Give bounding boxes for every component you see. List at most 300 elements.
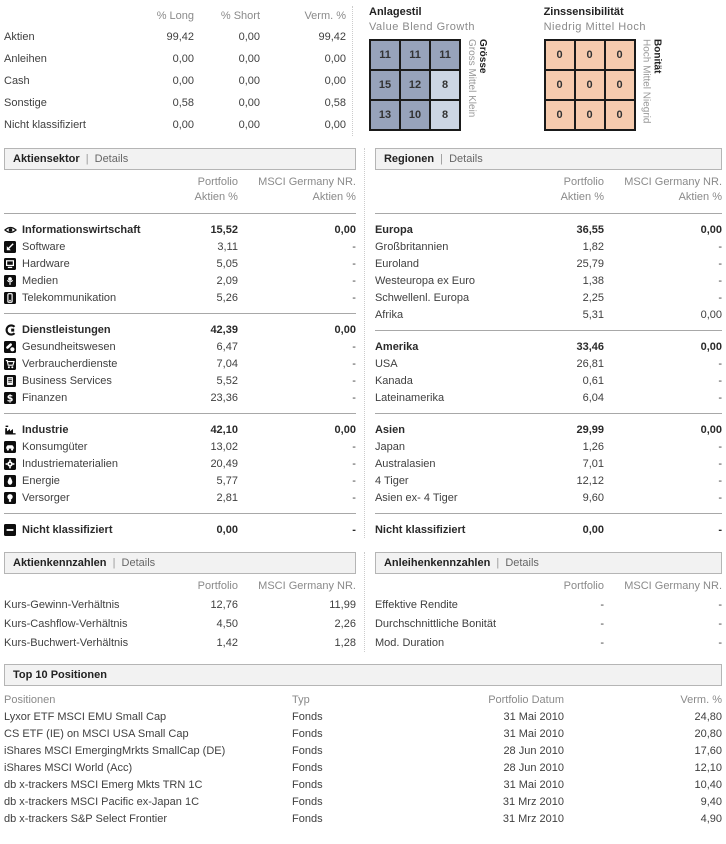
col-long: % Long <box>156 10 195 22</box>
region-details-link[interactable]: Details <box>449 153 483 165</box>
top-positions-title: Top 10 Positionen <box>13 669 107 681</box>
stat-label: Durchschnittliche Bonität <box>374 617 497 630</box>
stat-label: Kurs-Buchwert-Verhältnis <box>4 636 129 649</box>
information-icon <box>4 224 17 236</box>
row-label: Gesundheitswesen <box>22 340 116 353</box>
benchmark-value: 0,00 <box>700 308 722 321</box>
table-row <box>375 272 722 289</box>
grid-cell: 13 <box>371 101 399 129</box>
equity-stats-header <box>4 552 356 574</box>
region-section <box>364 148 722 538</box>
col-portfolio: Portfolio <box>563 176 604 188</box>
col-benchmark: MSCI Germany NR. <box>624 176 722 188</box>
style-box-col-labels: Value Blend Growth <box>369 21 476 33</box>
row-label: Großbritannien <box>374 240 449 253</box>
portfolio-value: - <box>600 617 604 630</box>
not-classified-icon <box>4 524 17 536</box>
software-icon <box>4 241 17 253</box>
sector-section-header <box>4 148 356 170</box>
row-label: Lateinamerika <box>374 391 445 404</box>
position-type: Fonds <box>292 744 323 757</box>
portfolio-value: 4,50 <box>216 617 238 630</box>
short-value: 0,00 <box>238 53 261 65</box>
row-label: Energie <box>22 474 60 487</box>
benchmark-value: 0,00 <box>700 423 722 436</box>
divider: | <box>440 153 444 165</box>
position-row <box>4 810 722 827</box>
row-label: Software <box>22 240 66 253</box>
portfolio-value: 23,36 <box>210 391 238 404</box>
benchmark-value: - <box>718 240 722 253</box>
position-verm: 12,10 <box>694 761 722 774</box>
portfolio-value: 0,61 <box>582 374 604 387</box>
asset-row <box>4 48 346 70</box>
position-row <box>4 793 722 810</box>
position-row <box>4 776 722 793</box>
grid-cell: 12 <box>401 71 429 99</box>
region-section-header <box>375 148 722 170</box>
row-label: Schwellenl. Europa <box>374 291 470 304</box>
top-row <box>4 6 722 136</box>
svg-text:$: $ <box>6 392 14 404</box>
portfolio-value: 2,09 <box>216 274 238 287</box>
table-row <box>375 289 722 306</box>
benchmark-value: - <box>352 291 356 304</box>
grid-cell: 0 <box>576 41 604 69</box>
divider: | <box>112 557 116 569</box>
stats-row <box>4 595 356 614</box>
stat-label: Kurs-Cashflow-Verhältnis <box>4 617 128 630</box>
asset-label: Anleihen <box>4 53 47 65</box>
asset-label: Nicht klassifiziert <box>4 119 86 131</box>
bond-box-title: Zinssensibilität <box>543 6 624 18</box>
col-date: Portfolio Datum <box>488 694 564 706</box>
portfolio-value: 1,38 <box>582 274 604 287</box>
services-icon <box>4 324 17 336</box>
col-short: % Short <box>220 10 261 22</box>
position-verm: 24,80 <box>694 710 722 723</box>
group-header-row <box>4 221 356 238</box>
telecom-icon <box>4 292 17 304</box>
col-benchmark-unit: Aktien % <box>312 191 356 203</box>
benchmark-value: - <box>718 391 722 404</box>
position-name: db x-trackers S&P Select Frontier <box>4 812 168 825</box>
benchmark-value: - <box>352 491 356 504</box>
benchmark-value: - <box>352 474 356 487</box>
financial-icon <box>4 392 17 404</box>
stats-row <box>375 633 722 652</box>
sector-details-link[interactable]: Details <box>94 153 129 165</box>
position-row <box>4 708 722 725</box>
position-name: Lyxor ETF MSCI EMU Small Cap <box>4 710 167 723</box>
table-row <box>375 355 722 372</box>
col-verm: Verm. % <box>680 694 722 706</box>
position-row <box>4 759 722 776</box>
verm-value: 0,00 <box>324 119 347 131</box>
style-box-grid <box>369 39 461 131</box>
consumer-services-icon <box>4 358 17 370</box>
position-row <box>4 725 722 742</box>
divider: | <box>496 557 500 569</box>
bond-stats-header <box>375 552 722 574</box>
grid-cell: 0 <box>606 41 634 69</box>
row-label: USA <box>374 357 398 370</box>
portfolio-value: 7,04 <box>216 357 238 370</box>
benchmark-value: - <box>718 274 722 287</box>
short-value: 0,00 <box>238 31 261 43</box>
position-date: 31 Mrz 2010 <box>502 795 564 808</box>
benchmark-value: - <box>718 523 722 536</box>
row-label: Medien <box>22 274 59 287</box>
row-label: Konsumgüter <box>22 440 88 453</box>
bond-box-grid <box>544 39 636 131</box>
table-row <box>4 289 356 306</box>
grid-cell: 15 <box>371 71 399 99</box>
grid-cell: 0 <box>576 71 604 99</box>
portfolio-value: 36,55 <box>576 223 604 236</box>
position-type: Fonds <box>292 812 323 825</box>
short-value: 0,00 <box>238 119 261 131</box>
verm-value: 0,00 <box>324 75 347 87</box>
portfolio-value: 26,81 <box>576 357 604 370</box>
footer-label: Nicht klassifiziert <box>374 523 466 536</box>
portfolio-value: 5,52 <box>216 374 238 387</box>
business-services-icon <box>4 375 17 387</box>
position-name: db x-trackers MSCI Emerg Mkts TRN 1C <box>4 778 203 791</box>
stats-row <box>375 595 722 614</box>
position-verm: 17,60 <box>694 744 722 757</box>
equity-stats-title: Aktienkennzahlen <box>13 557 107 569</box>
bond-box-col-labels: Niedrig Mittel Hoch <box>543 21 646 33</box>
bond-box-row-title: Bonität <box>651 39 663 74</box>
portfolio-value: 15,52 <box>210 223 238 236</box>
portfolio-value: 42,39 <box>210 323 238 336</box>
divider-line <box>375 213 722 214</box>
benchmark-value: - <box>718 491 722 504</box>
group-label: Informationswirtschaft <box>22 223 141 236</box>
group-header-row <box>4 321 356 338</box>
portfolio-value: 2,25 <box>582 291 604 304</box>
table-row <box>375 455 722 472</box>
portfolio-value: 20,49 <box>210 457 238 470</box>
long-value: 0,00 <box>172 119 195 131</box>
asset-row <box>4 26 346 48</box>
table-row <box>4 338 356 355</box>
top-positions-column-header <box>4 692 722 708</box>
benchmark-value: - <box>352 257 356 270</box>
consumer-goods-icon <box>4 441 17 453</box>
row-label: Versorger <box>22 491 70 504</box>
grid-cell: 8 <box>431 71 459 99</box>
short-value: 0,00 <box>238 75 261 87</box>
portfolio-value: 5,77 <box>216 474 238 487</box>
utilities-icon <box>4 492 17 504</box>
table-row <box>4 355 356 372</box>
portfolio-value: 7,01 <box>582 457 604 470</box>
bond-stats-details-link[interactable]: Details <box>505 557 539 569</box>
benchmark-value: - <box>718 598 722 611</box>
style-box-row-labels: Gross Mittel Klein <box>466 39 478 118</box>
short-value: 0,00 <box>238 97 261 109</box>
position-verm: 10,40 <box>694 778 722 791</box>
position-name: iShares MSCI World (Acc) <box>4 761 133 774</box>
asset-row <box>4 70 346 92</box>
stat-label: Kurs-Gewinn-Verhältnis <box>4 598 120 611</box>
grid-cell: 8 <box>431 101 459 129</box>
stats-row <box>4 614 356 633</box>
col-positions: Positionen <box>4 694 56 706</box>
position-type: Fonds <box>292 778 323 791</box>
healthcare-icon <box>4 341 17 353</box>
benchmark-value: 0,00 <box>334 223 356 236</box>
divider: | <box>85 153 89 165</box>
table-row <box>375 472 722 489</box>
benchmark-value: - <box>352 340 356 353</box>
stat-label: Mod. Duration <box>374 636 445 649</box>
grid-cell: 0 <box>576 101 604 129</box>
portfolio-value: 42,10 <box>210 423 238 436</box>
grid-cell: 0 <box>606 71 634 99</box>
benchmark-value: - <box>718 357 722 370</box>
row-label: Euroland <box>374 257 420 270</box>
row-label: Verbraucherdienste <box>22 357 118 370</box>
col-portfolio-unit: Aktien % <box>560 191 604 203</box>
position-date: 31 Mai 2010 <box>503 710 564 723</box>
row-label: Hardware <box>22 257 70 270</box>
table-row <box>375 372 722 389</box>
col-benchmark-unit: Aktien % <box>678 191 722 203</box>
stats-row <box>4 633 356 652</box>
row-label: Finanzen <box>22 391 68 404</box>
position-date: 31 Mai 2010 <box>503 727 564 740</box>
col-benchmark: MSCI Germany NR. <box>258 176 356 188</box>
manufacturing-icon <box>4 424 17 436</box>
portfolio-value: 1,26 <box>582 440 604 453</box>
table-row <box>375 489 722 506</box>
col-portfolio: Portfolio <box>563 580 604 592</box>
portfolio-value: 1,82 <box>582 240 604 253</box>
col-benchmark: MSCI Germany NR. <box>258 580 356 592</box>
group-label: Amerika <box>374 340 419 353</box>
table-row <box>375 238 722 255</box>
grid-cell: 11 <box>431 41 459 69</box>
table-row <box>4 238 356 255</box>
sector-section-title: Aktiensektor <box>13 153 80 165</box>
table-row <box>375 438 722 455</box>
table-row <box>4 455 356 472</box>
portfolio-value: 1,42 <box>216 636 238 649</box>
asset-allocation-header <box>4 6 346 26</box>
long-value: 0,58 <box>172 97 195 109</box>
grid-cell: 0 <box>546 71 574 99</box>
portfolio-value: 6,47 <box>216 340 238 353</box>
table-row <box>375 306 722 323</box>
row-label: Japan <box>374 440 405 453</box>
benchmark-value: - <box>718 257 722 270</box>
hardware-icon <box>4 258 17 270</box>
benchmark-value: - <box>352 457 356 470</box>
benchmark-value: - <box>718 617 722 630</box>
energy-icon <box>4 475 17 487</box>
asset-label: Aktien <box>4 31 35 43</box>
long-value: 99,42 <box>166 31 195 43</box>
grid-cell: 0 <box>546 101 574 129</box>
row-label: Westeuropa ex Euro <box>374 274 476 287</box>
portfolio-value: 5,26 <box>216 291 238 304</box>
position-verm: 20,80 <box>694 727 722 740</box>
portfolio-value: 29,99 <box>576 423 604 436</box>
portfolio-value: 5,05 <box>216 257 238 270</box>
col-portfolio-unit: Aktien % <box>194 191 238 203</box>
group-label: Asien <box>374 423 405 436</box>
group-label: Dienstleistungen <box>22 323 111 336</box>
row-label: Business Services <box>22 374 112 387</box>
row-label: Asien ex- 4 Tiger <box>374 491 458 504</box>
benchmark-value: - <box>352 523 356 536</box>
col-benchmark: MSCI Germany NR. <box>624 580 722 592</box>
portfolio-value: 0,00 <box>582 523 604 536</box>
col-portfolio: Portfolio <box>197 580 238 592</box>
group-header-row <box>4 421 356 438</box>
position-verm: 9,40 <box>700 795 722 808</box>
benchmark-value: - <box>718 291 722 304</box>
position-verm: 4,90 <box>700 812 722 825</box>
portfolio-value: 0,00 <box>216 523 238 536</box>
position-type: Fonds <box>292 727 323 740</box>
grid-cell: 10 <box>401 101 429 129</box>
divider-line <box>375 513 722 514</box>
long-value: 0,00 <box>172 75 195 87</box>
media-icon <box>4 275 17 287</box>
row-label: Telekommunikation <box>22 291 117 304</box>
stats-row <box>375 614 722 633</box>
portfolio-value: 2,81 <box>216 491 238 504</box>
equity-sector-section <box>4 148 356 538</box>
divider-line <box>375 413 722 414</box>
long-value: 0,00 <box>172 53 195 65</box>
asset-label: Sonstige <box>4 97 47 109</box>
benchmark-value: 1,28 <box>334 636 356 649</box>
row-label: Kanada <box>374 374 413 387</box>
style-box-title: Anlagestil <box>369 6 422 18</box>
verm-value: 0,00 <box>324 53 347 65</box>
position-type: Fonds <box>292 761 323 774</box>
grid-cell: 0 <box>606 101 634 129</box>
asset-label: Cash <box>4 75 30 87</box>
table-row <box>4 389 356 406</box>
col-verm: Verm. % <box>304 10 347 22</box>
table-row <box>4 272 356 289</box>
stat-label: Effektive Rendite <box>374 598 458 611</box>
asset-allocation-table <box>4 6 353 136</box>
benchmark-value: - <box>718 440 722 453</box>
group-header-row <box>375 421 722 438</box>
portfolio-value: 5,31 <box>582 308 604 321</box>
group-label: Europa <box>374 223 413 236</box>
bond-style-box <box>544 6 722 136</box>
portfolio-value: 12,12 <box>576 474 604 487</box>
row-label: Industriematerialien <box>22 457 118 470</box>
portfolio-value: - <box>600 598 604 611</box>
divider-line <box>375 330 722 331</box>
col-type: Typ <box>292 694 310 706</box>
footer-row <box>375 521 722 538</box>
table-row <box>375 389 722 406</box>
equity-stats-section <box>4 552 356 652</box>
position-row <box>4 742 722 759</box>
benchmark-value: - <box>718 474 722 487</box>
table-row <box>4 489 356 506</box>
equity-stats-details-link[interactable]: Details <box>121 557 156 569</box>
position-name: iShares MSCI EmergingMrkts SmallCap (DE) <box>4 744 226 757</box>
table-row <box>4 472 356 489</box>
benchmark-value: 0,00 <box>700 340 722 353</box>
table-row <box>4 438 356 455</box>
industrial-materials-icon <box>4 458 17 470</box>
footer-label: Nicht klassifiziert <box>22 523 113 536</box>
style-box-row-title: Grösse <box>477 39 489 74</box>
benchmark-value: - <box>352 391 356 404</box>
group-header-row <box>375 221 722 238</box>
portfolio-value: 25,79 <box>576 257 604 270</box>
position-name: db x-trackers MSCI Pacific ex-Japan 1C <box>4 795 200 808</box>
benchmark-value: 0,00 <box>334 423 356 436</box>
row-label: Afrika <box>374 308 404 321</box>
group-header-row <box>375 338 722 355</box>
equity-style-box <box>369 6 536 136</box>
position-name: CS ETF (IE) on MSCI USA Small Cap <box>4 727 189 740</box>
position-date: 28 Jun 2010 <box>503 761 564 774</box>
divider-line <box>4 513 356 514</box>
footer-row <box>4 521 356 538</box>
portfolio-value: 13,02 <box>210 440 238 453</box>
portfolio-value: 12,76 <box>210 598 238 611</box>
benchmark-value: - <box>352 240 356 253</box>
bond-box-row-labels: Hoch Mittel Niegrid <box>640 39 652 124</box>
asset-row <box>4 114 346 136</box>
benchmark-value: - <box>718 374 722 387</box>
portfolio-value: 6,04 <box>582 391 604 404</box>
bond-stats-section <box>364 552 722 652</box>
region-section-title: Regionen <box>383 153 435 165</box>
grid-cell: 0 <box>546 41 574 69</box>
benchmark-value: - <box>352 440 356 453</box>
grid-cell: 11 <box>371 41 399 69</box>
benchmark-value: 2,26 <box>334 617 356 630</box>
benchmark-value: - <box>352 274 356 287</box>
portfolio-value: 9,60 <box>582 491 604 504</box>
table-row <box>4 255 356 272</box>
col-portfolio: Portfolio <box>197 176 238 188</box>
table-row <box>375 255 722 272</box>
benchmark-value: 11,99 <box>329 598 356 611</box>
divider-line <box>4 313 356 314</box>
portfolio-value: 3,11 <box>217 240 238 253</box>
benchmark-value: - <box>352 357 356 370</box>
benchmark-value: 0,00 <box>700 223 722 236</box>
position-date: 28 Jun 2010 <box>503 744 564 757</box>
benchmark-value: 0,00 <box>334 323 356 336</box>
divider-line <box>4 213 356 214</box>
verm-value: 99,42 <box>318 31 347 43</box>
position-type: Fonds <box>292 710 323 723</box>
table-row <box>4 372 356 389</box>
portfolio-value: - <box>600 636 604 649</box>
position-type: Fonds <box>292 795 323 808</box>
verm-value: 0,58 <box>324 97 347 109</box>
asset-row <box>4 92 346 114</box>
top-positions-section <box>4 664 722 827</box>
